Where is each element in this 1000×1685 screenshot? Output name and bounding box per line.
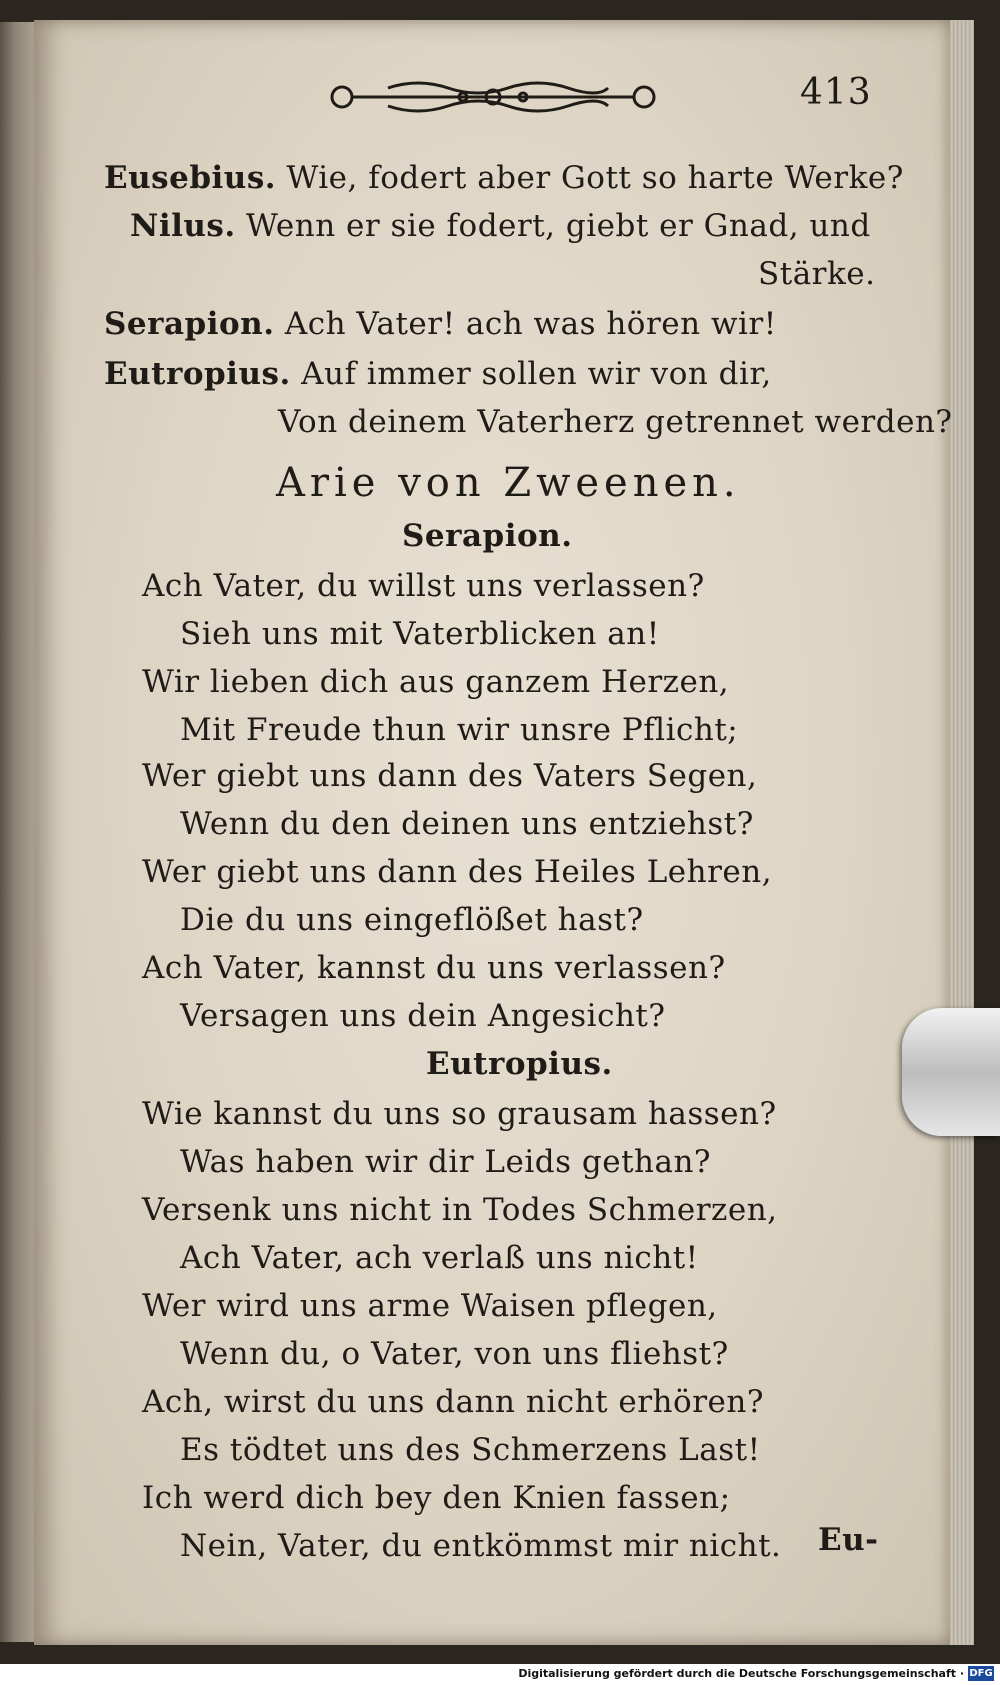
dialogue-text: Stärke. — [758, 256, 876, 292]
verse-line: Was haben wir dir Leids gethan? — [180, 1144, 712, 1180]
dialogue-line — [104, 160, 904, 196]
verse-line: Ach Vater, du willst uns verlassen? — [142, 568, 705, 604]
page-block-edge — [950, 20, 974, 1645]
verse-line: Die du uns eingeflößet hast? — [180, 902, 644, 938]
dialogue-text: Von deinem Vaterherz getrennet werden? — [278, 404, 953, 440]
verse-line: Wenn du den deinen uns entziehst? — [180, 806, 754, 842]
dialogue-text: Ach Vater! ach was hören wir! — [284, 306, 777, 342]
facing-page-edge — [0, 22, 34, 1642]
section-speaker: Eutropius. — [426, 1046, 613, 1082]
dialogue-line — [758, 256, 875, 292]
verse-line: Ach Vater, ach verlaß uns nicht! — [180, 1240, 699, 1276]
dialogue-line — [104, 356, 772, 392]
verse-line: Wer giebt uns dann des Vaters Segen, — [142, 758, 758, 794]
verse-line: Versenk uns nicht in Todes Schmerzen, — [142, 1192, 778, 1228]
verse-line: Nein, Vater, du entkömmst mir nicht. — [180, 1528, 782, 1564]
verse-line: Wenn du, o Vater, von uns fliehst? — [180, 1336, 729, 1372]
verse-line: Wir lieben dich aus ganzem Herzen, — [142, 664, 730, 700]
dialogue-line — [130, 208, 871, 244]
page-number: 413 — [800, 72, 872, 113]
verse-line: Sieh uns mit Vaterblicken an! — [180, 616, 660, 652]
dialogue-text: Wenn er sie fodert, giebt er Gnad, und — [246, 208, 871, 244]
verse-line: Wer giebt uns dann des Heiles Lehren, — [142, 854, 773, 890]
dialogue-text: Auf immer sollen wir von dir, — [301, 356, 772, 392]
catchword: Eu- — [818, 1522, 879, 1558]
dfg-logo: DFG — [969, 1668, 993, 1679]
aria-title: Arie von Zweenen. — [276, 460, 741, 506]
verse-line: Ich werd dich bey den Knien fassen; — [142, 1480, 731, 1516]
verse-line: Es tödtet uns des Schmerzens Last! — [180, 1432, 761, 1468]
verse-line: Mit Freude thun wir unsre Pflicht; — [180, 712, 739, 748]
section-speaker: Serapion. — [402, 518, 573, 554]
speaker-name: Eusebius. — [104, 160, 277, 196]
verse-line: Ach, wirst du uns dann nicht erhören? — [142, 1384, 764, 1420]
speaker-name: Serapion. — [104, 306, 275, 342]
speaker-name: Eutropius. — [104, 356, 291, 392]
page-clip — [902, 1008, 1000, 1136]
dialogue-line — [104, 306, 777, 342]
verse-line: Wer wird uns arme Waisen pflegen, — [142, 1288, 718, 1324]
verse-line: Wie kannst du uns so grausam hassen? — [142, 1096, 777, 1132]
verse-line: Ach Vater, kannst du uns verlassen? — [142, 950, 726, 986]
speaker-name: Nilus. — [130, 208, 236, 244]
funding-credit: Digitalisierung gefördert durch die Deutsche Forschungsgemeinschaft · — [518, 1667, 964, 1680]
verse-line: Versagen uns dein Angesicht? — [180, 998, 666, 1034]
dialogue-text: Wie, fodert aber Gott so harte Werke? — [286, 160, 904, 196]
dialogue-line — [278, 404, 953, 440]
header-ornament-icon — [328, 74, 658, 120]
